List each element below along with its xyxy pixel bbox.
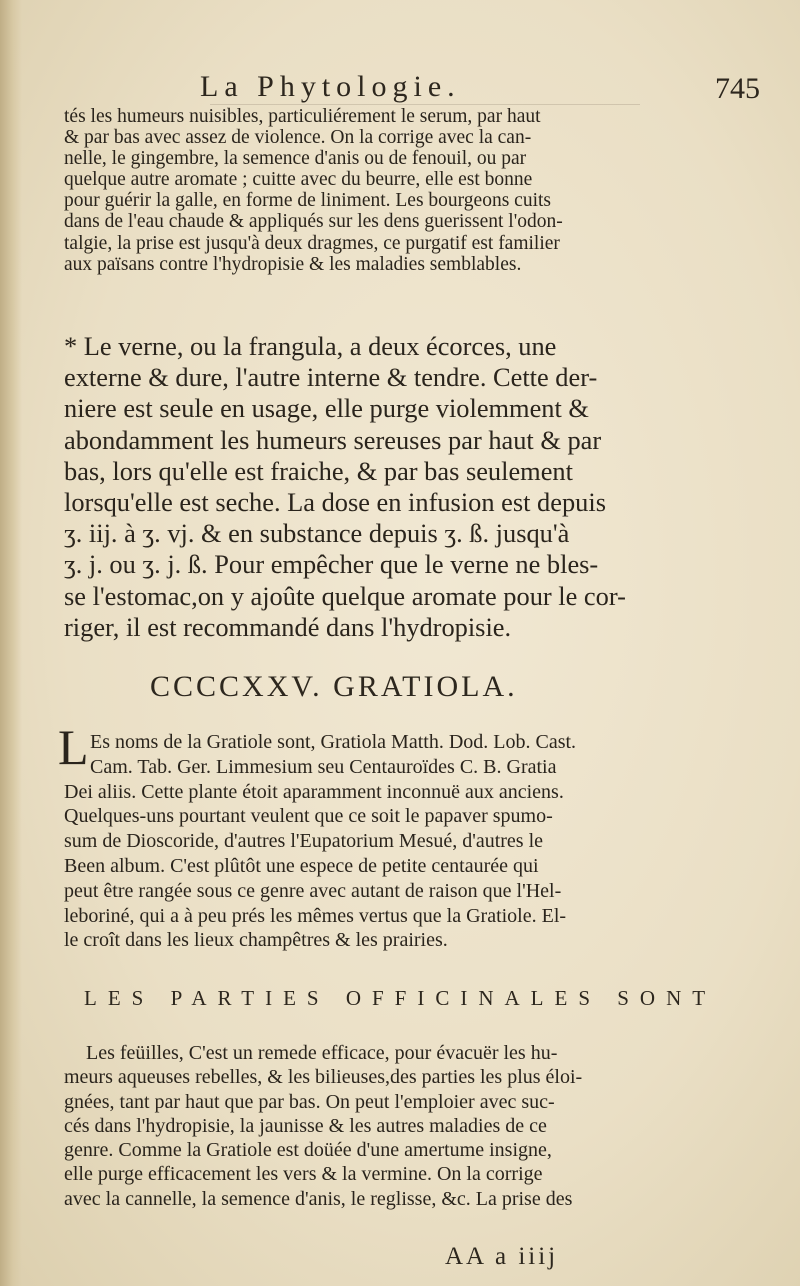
- text-line: riger, il est recommandé dans l'hydropisie.: [64, 611, 512, 642]
- text-line: Dei aliis. Cette plante étoit aparamment inconnuë aux anciens.: [64, 780, 564, 803]
- text-line: se l'estomac,on y ajoûte quelque aromate pour le cor-: [64, 580, 626, 611]
- header-divider: [210, 104, 640, 105]
- text-line: sum de Dioscoride, d'autres l'Eupatorium Mesué, d'autres le: [64, 830, 544, 853]
- page-spine-shadow: [0, 0, 22, 1286]
- subheading: LES PARTIES OFFICINALES SONT: [84, 986, 717, 1010]
- text-line: leboriné, qui a à peu prés les mêmes vertus que la Gratiole. El-: [64, 904, 567, 927]
- text-line: cés dans l'hydropisie, la jaunisse & les autres maladies de ce: [64, 1114, 547, 1137]
- text-line: & par bas avec assez de violence. On la corrige avec la can-: [64, 127, 532, 149]
- section-title: CCCCXXV. GRATIOLA.: [150, 670, 518, 703]
- text-line: le croît dans les lieux champêtres & les prairies.: [64, 929, 448, 952]
- text-line: bas, lors qu'elle est fraiche, & par bas seulement: [64, 455, 573, 486]
- text-line: ʒ. j. ou ʒ. j. ß. Pour empêcher que le verne ne bles-: [64, 549, 599, 580]
- paragraph-feuilles: [64, 1041, 764, 1211]
- paragraph-continuation: [64, 106, 764, 275]
- text-line: lorsqu'elle est seche. La dose en infusion est depuis: [64, 487, 606, 518]
- signature-mark: AA a iiij: [445, 1243, 559, 1270]
- text-line: Es noms de la Gratiole sont, Gratiola Matth. Dod. Lob. Cast.: [90, 731, 577, 753]
- text-line: genre. Comme la Gratiole est doüée d'une amertume insigne,: [64, 1139, 552, 1162]
- text-line: meurs aqueuses rebelles, & les bilieuses,des parties les plus éloi-: [64, 1066, 583, 1089]
- text-line: Quelques-uns pourtant veulent que ce soit le papaver spumo-: [64, 805, 553, 828]
- text-line: tés les humeurs nuisibles, particuliérement le serum, par haut: [64, 106, 541, 127]
- text-line: Been album. C'est plûtôt une espece de petite centaurée qui: [64, 854, 539, 877]
- text-line: gnées, tant par haut que par bas. On peut l'emploier avec suc-: [64, 1090, 555, 1113]
- text-line: talgie, la prise est jusqu'à deux dragmes, ce purgatif est familier: [64, 232, 560, 254]
- text-line: Les feüilles, C'est un remede efficace, pour évacuër les hu-: [86, 1042, 558, 1064]
- text-line: abondamment les humeurs sereuses par haut & par: [64, 424, 602, 455]
- page-number: 745: [715, 72, 760, 105]
- paragraph-verne: [64, 331, 764, 643]
- text-line: Cam. Tab. Ger. Limmesium seu Centauroïdes C. B. Gratia: [90, 755, 557, 778]
- text-line: ʒ. iij. à ʒ. vj. & en substance depuis ʒ. ß. jusqu'à: [64, 518, 570, 549]
- drop-cap: L: [58, 719, 89, 775]
- text-line: niere est seule en usage, elle purge violemment &: [64, 393, 589, 424]
- text-line: externe & dure, l'autre interne & tendre. Cette der-: [64, 362, 598, 393]
- text-line: avec la cannelle, la semence d'anis, le reglisse, &c. La prise des: [64, 1187, 573, 1210]
- text-line: dans de l'eau chaude & appliqués sur les dens guerissent l'odon-: [64, 211, 563, 233]
- text-line: aux païsans contre l'hydropisie & les maladies semblables.: [64, 253, 522, 275]
- text-line: elle purge efficacement les vers & la vermine. On la corrige: [64, 1163, 543, 1186]
- running-title: La Phytologie.: [200, 70, 461, 103]
- text-line: pour guérir la galle, en forme de liniment. Les bourgeons cuits: [64, 190, 552, 212]
- text-line: * Le verne, ou la frangula, a deux écorces, une: [64, 331, 557, 361]
- text-line: quelque autre aromate ; cuitte avec du beurre, elle est bonne: [64, 169, 533, 191]
- text-line: peut être rangée sous ce genre avec autant de raison que l'Hel-: [64, 879, 562, 902]
- paragraph-gratiola: [64, 730, 764, 953]
- text-line: nelle, le gingembre, la semence d'anis ou de fenouil, ou par: [64, 148, 527, 170]
